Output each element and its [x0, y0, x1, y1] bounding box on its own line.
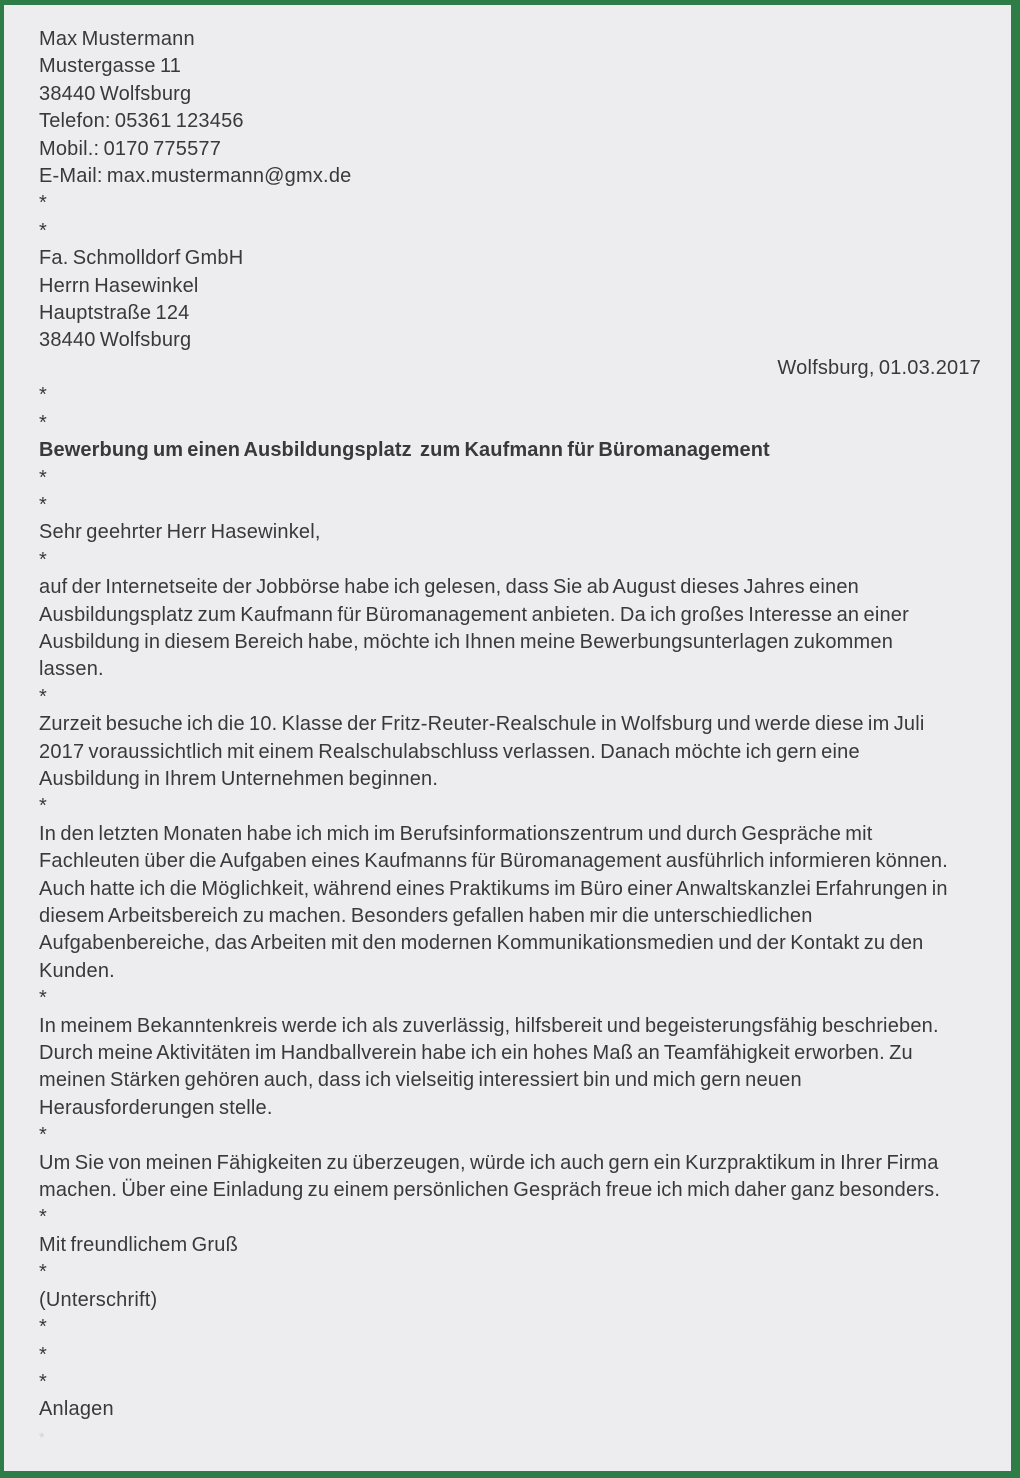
- body-line: 2017 voraussichtlich mit einem Realschulabschluss verlassen. Danach möchte ich gern eine: [39, 740, 860, 763]
- sender-city: 38440 Wolfsburg: [39, 82, 192, 105]
- spacer-asterisk: *: [39, 219, 47, 242]
- sender-name: Max Mustermann: [39, 28, 195, 50]
- spacer-asterisk: *: [39, 1206, 47, 1229]
- body-line: lassen.: [39, 658, 104, 681]
- letter-document: [4, 5, 1011, 1451]
- sender-street: Mustergasse 11: [39, 55, 182, 78]
- sender-mobile: Mobil.: 0170 775577: [39, 137, 222, 160]
- body-line: Ausbildungsplatz zum Kaufmann für Büromanagement anbieten. Da ich großes Interesse an einer: [39, 603, 909, 626]
- body-line: Ausbildung in Ihrem Unternehmen beginnen.: [39, 767, 439, 790]
- recipient-contact: Herrn Hasewinkel: [39, 274, 199, 297]
- date-line: Wolfsburg, 01.03.2017: [777, 356, 981, 379]
- body-line: machen. Über eine Einladung zu einem persönlichen Gespräch freue ich mich daher ganz besonders.: [39, 1179, 941, 1202]
- body-line: In den letzten Monaten habe ich mich im Berufsinformationszentrum und durch Gespräche mit: [39, 822, 873, 845]
- body-line: In meinem Bekanntenkreis werde ich als zuverlässig, hilfsbereit und begeisterungsfähig beschrieben.: [39, 1014, 939, 1037]
- spacer-asterisk: *: [39, 1370, 47, 1393]
- closing: Mit freundlichem Gruß: [39, 1233, 239, 1256]
- body-line: auf der Internetseite der Jobbörse habe ich gelesen, dass Sie ab August dieses Jahres einen: [39, 576, 859, 599]
- spacer-asterisk: *: [39, 466, 47, 489]
- body-line: meinen Stärken gehören auch, dass ich vielseitig interessiert bin und mich gern neuen: [39, 1069, 802, 1092]
- spacer-asterisk: *: [39, 411, 47, 434]
- spacer-asterisk: *: [39, 795, 47, 818]
- sender-email: E-Mail: max.mustermann@gmx.de: [39, 165, 352, 188]
- body-line: Kunden.: [39, 959, 115, 982]
- recipient-city: 38440 Wolfsburg: [39, 329, 192, 352]
- signature-placeholder: (Unterschrift): [39, 1288, 158, 1311]
- spacer-asterisk: *: [39, 685, 47, 708]
- body-line: Fachleuten über die Aufgaben eines Kaufmanns für Büromanagement ausführlich informieren können.: [39, 850, 949, 873]
- body-line: Um Sie von meinen Fähigkeiten zu überzeugen, würde ich auch gern ein Kurzpraktikum in Ihrer Firma: [39, 1151, 939, 1174]
- spacer-asterisk: *: [39, 384, 47, 407]
- sender-phone: Telefon: 05361 123456: [39, 110, 244, 133]
- spacer-asterisk: *: [39, 987, 47, 1010]
- recipient-company: Fa. Schmolldorf GmbH: [39, 247, 244, 270]
- spacer-asterisk: *: [39, 1261, 47, 1284]
- spacer-asterisk: *: [39, 1124, 47, 1147]
- spacer-asterisk: *: [39, 192, 47, 215]
- spacer-asterisk: *: [39, 548, 47, 571]
- body-line: Auch hatte ich die Möglichkeit, während eines Praktikums im Büro einer Anwaltskanzlei Erfahrungen in: [39, 877, 948, 900]
- recipient-street: Hauptstraße 124: [39, 302, 190, 325]
- enclosures-label: Anlagen: [39, 1398, 114, 1421]
- body-line: Aufgabenbereiche, das Arbeiten mit den modernen Kommunikationsmedien und der Kontakt zu den: [39, 932, 924, 955]
- spacer-asterisk: *: [39, 1316, 47, 1339]
- body-line: Durch meine Aktivitäten im Handballverein habe ich ein hohes Maß an Teamfähigkeit erworben. Zu: [39, 1042, 913, 1065]
- salutation: Sehr geehrter Herr Hasewinkel,: [39, 521, 321, 544]
- faint-mark: *: [39, 1428, 45, 1445]
- spacer-asterisk: *: [39, 493, 47, 516]
- body-line: Zurzeit besuche ich die 10. Klasse der Fritz-Reuter-Realschule in Wolfsburg und werde diese im Juli: [39, 713, 925, 736]
- body-line: Herausforderungen stelle.: [39, 1096, 273, 1119]
- subject-line: Bewerbung um einen Ausbildungsplatz zum Kaufmann für Büromanagement: [39, 439, 770, 462]
- body-line: Ausbildung in diesem Bereich habe, möchte ich Ihnen meine Bewerbungsunterlagen zukommen: [39, 630, 894, 653]
- spacer-asterisk: *: [39, 1343, 47, 1366]
- body-line: diesem Arbeitsbereich zu machen. Besonders gefallen haben mir die unterschiedlichen: [39, 905, 813, 927]
